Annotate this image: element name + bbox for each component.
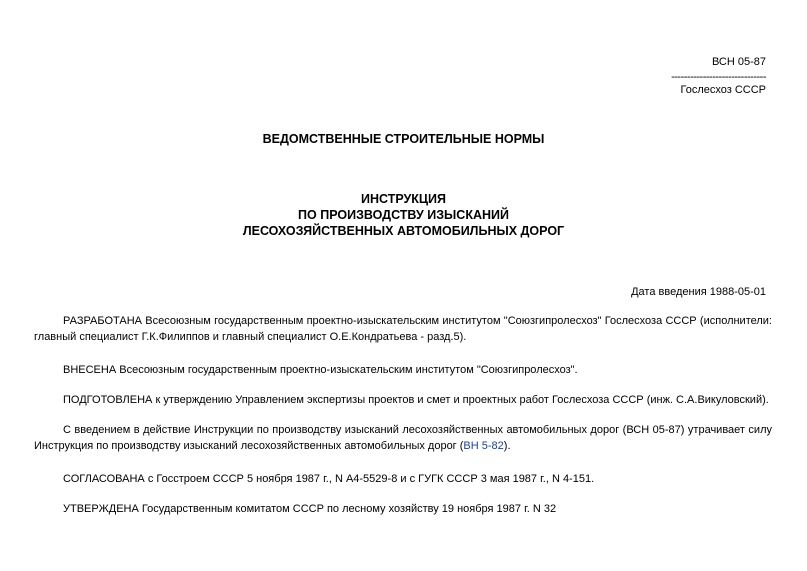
- document-subtitle: [0, 191, 807, 239]
- paragraph-developed: РАЗРАБОТАНА Всесоюзным государственным проектно-изыскательским институтом "Союзгипролесхоз" Гослесхоза СССР (исполнители: главный специалист Г.К.Филиппов и главный специалист О.Е.Кондратьева - разд.5).: [34, 315, 772, 343]
- subtitle-line-1: ИНСТРУКЦИЯ: [360, 192, 447, 206]
- supersedes-document-link[interactable]: ВН 5-82: [463, 440, 504, 452]
- document-header: [671, 55, 766, 98]
- header-divider: ------------------------------: [671, 71, 766, 83]
- document-code: ВСН 05-87: [711, 56, 766, 68]
- paragraph-prepared: ПОДГОТОВЛЕНА к утверждению Управлением экспертизы проектов и смет и проектных работ Гослесхоза СССР (инж. С.А.Викуловский).: [63, 394, 769, 406]
- supersedes-text-before: С введением в действие Инструкции по производству изысканий лесохозяйственных автомобильных дорог (ВСН 05-87) утрачивает силу Инструкция по производству изысканий лесохозяйственных автомобильных дорог (: [34, 424, 772, 452]
- supersedes-text-after: ).: [503, 440, 511, 452]
- document-organization: Гослесхоз СССР: [680, 84, 766, 96]
- date-of-introduction: Дата введения 1988-05-01: [631, 286, 766, 298]
- paragraph-approved: УТВЕРЖДЕНА Государственным комитатом СССР по лесному хозяйству 19 ноября 1987 г. N 32: [63, 503, 557, 515]
- paragraph-introduced: ВНЕСЕНА Всесоюзным государственным проектно-изыскательским институтом "Союзгипролесхоз".: [63, 364, 578, 376]
- subtitle-line-3: ЛЕСОХОЗЯЙСТВЕННЫХ АВТОМОБИЛЬНЫХ ДОРОГ: [242, 224, 565, 238]
- document-title: ВЕДОМСТВЕННЫЕ СТРОИТЕЛЬНЫЕ НОРМЫ: [262, 132, 545, 146]
- paragraph-agreed: СОГЛАСОВАНА с Госстроем СССР 5 ноября 1987 г., N А4-5529-8 и с ГУГК СССР 3 мая 1987 г., N 4-151.: [63, 473, 595, 485]
- paragraph-supersedes: [34, 422, 772, 454]
- subtitle-line-2: ПО ПРОИЗВОДСТВУ ИЗЫСКАНИЙ: [298, 208, 509, 222]
